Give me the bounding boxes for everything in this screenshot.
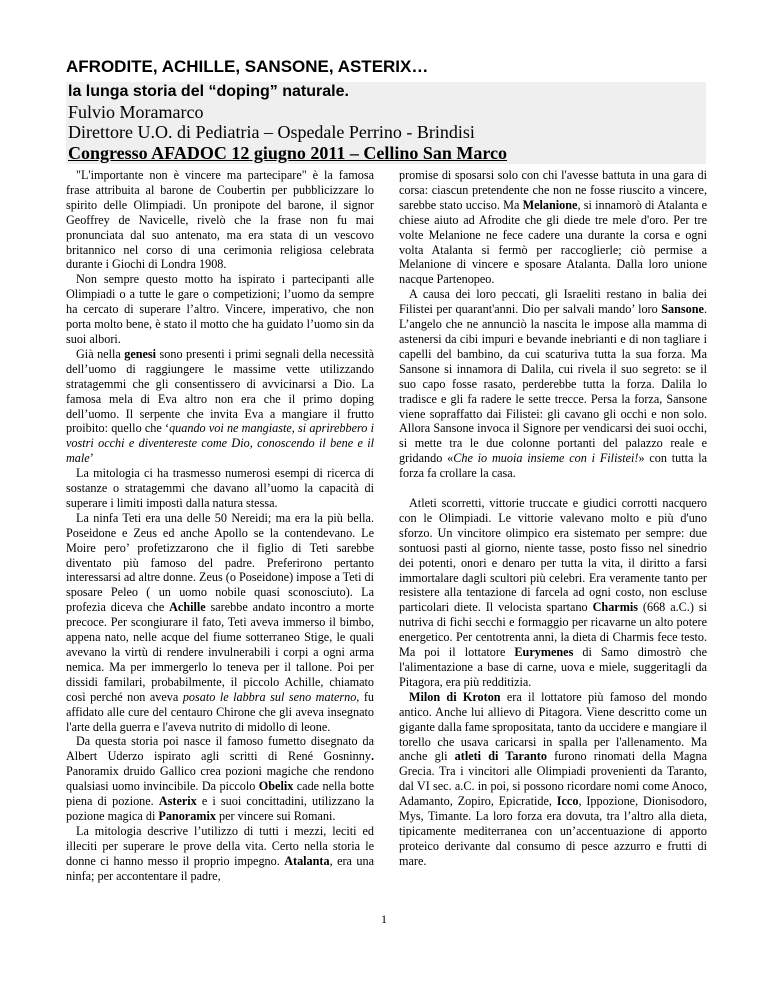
paragraph <box>399 168 707 287</box>
quote: posato le labbra sul seno materno, <box>182 689 360 704</box>
paragraph-text: La mitologia descrive l’utilizzo di tutti i mezzi, leciti ed illeciti per superare le prove della vita. Certo nella storia le donne ci hanno messo il proprio impegno. <box>66 823 374 868</box>
paragraph-text: sarebbe andato incontro a morte precoce. Per scongiurare il fato, Teti aveva immerso il bimbo, appena nato, nelle acque del fiume sotterraneo Stige, le quali avevano la virtù di rendere invulnerabili i corpi a ogni arma nemica. Ma per immergerlo lo teneva per il tallone. Poi per dissidi familari, probabilmente, il piccolo Achille, chiamato così perché non aveva <box>66 600 374 704</box>
keyword-taranto: atleti di Taranto <box>454 749 547 764</box>
paragraph-text: promise di sposarsi solo con chi l'avesse battuta in una gara di corsa: ciascun pretendente che non ne fosse riuscito a vincere, sarebbe stato ucciso. Ma <box>399 168 707 212</box>
paragraph-text: di Samo dimostrò che l'alimentazione a base di carne, uova e miele, suggeritagli da Pitagora, era più redditizia. <box>399 645 707 689</box>
paragraph <box>66 511 374 735</box>
bold-period: . <box>370 749 374 764</box>
keyword-genesi: genesi <box>124 346 157 361</box>
header-block <box>66 82 706 164</box>
paragraph-text: furono rinomati della Magna Grecia. Tra i vincitori alle Olimpiadi provenienti da Taranto, dal VI sec. a.C. in poi, si possono ricordare nomi come Anoco, Adamanto, Zopiro, Epicratide, <box>399 749 707 809</box>
quote: quando voi ne mangiaste, si aprirebbero i vostri occhi e diventereste come Dio, conoscendo il bene e il male <box>66 421 374 466</box>
paragraph-text: per vincere sui Romani. <box>215 808 336 823</box>
paragraph-text: A causa dei loro peccati, gli Israeliti restano in balia dei Filistei per quarant'anni. Dio per salvali mando’ loro <box>399 287 707 317</box>
paragraph-text: . L’angelo che ne annunciò la nascita le impose alla mamma di astenersi da cibi impuri e bevande inebrianti e di non tagliare i capelli del bambino, da cui scaturiva tutta la sua forza. Ma Sansone si innamora di Dalila, cui rivela il suo segreto: se il suo capo fosse rasato, perderebbe tutta la forza. Dalila lo tradisce e gli fa radere le sette trecce. Persa la forza, Sansone viene sopraffatto dai Filistei: gli cavano gli occhi e non solo. Allora Sansone invoca il Signore per vendicarsi dei suoi occhi, si mette tra le due colonne portanti del palazzo reale e gridando « <box>399 302 707 466</box>
keyword-sansone: Sansone <box>661 302 704 317</box>
paragraph-text: ’ <box>89 451 94 466</box>
paragraph-text: Panoramix druido Gallico crea pozioni magiche che rendono qualsiasi uomo invincibile. Da piccolo <box>66 764 374 794</box>
paragraph <box>66 466 374 511</box>
paragraph-text: cade nella botte piena di pozione. <box>66 779 374 809</box>
paragraph <box>399 287 707 481</box>
paragraph <box>66 824 374 884</box>
paragraph-text: Già nella <box>76 346 125 361</box>
keyword-icco: Icco <box>556 794 579 809</box>
page-number: 1 <box>381 912 387 926</box>
paragraph-text: (668 a.C.) si nutriva di fichi secchi e formaggio per ricavarne un alto potere energetico. Per centotrenta anni, la dieta di Charmis fece testo. Ma poi il lottatore <box>399 600 707 660</box>
keyword-milon: Milon di Kroton <box>409 689 501 704</box>
paragraph-text: era il lottatore più famoso del mondo antico. Anche lui allievo di Pitagora. Viene descritto come un gigante dalla fame spropositata, tanto da uccidere e mangiare il torello che usava caricarsi in spalla per l'allenamento. Ma anche gli <box>399 689 707 764</box>
paragraph-text: » con tutta la forza fa crollare la casa. <box>399 451 707 481</box>
paragraph-text: "L'importante non è vincere ma partecipare" è la famosa frase attribuita al barone de Coubertin per pubblicizzare lo spirito delle Olimpiadi. Un pronipote del barone, il signor Geoffrey de Navicelle, rivelò che la frase non fu mai pronunciata dal suo antenato, ma era stata di un vescovo britannico nel corso di una cerimonia religiosa celebrata durante i Giochi di Londra 1908. <box>66 168 374 272</box>
paragraph-text: La ninfa Teti era una delle 50 Nereidi; ma era la più bella. Poseidone e Zeus ed anche Apollo se la contendevano. Le Moire pero’ profetizzarono che il figlio di Teti sarebbe diventato più famoso del padre. Preferirono pertanto interessarsi ad altre donne. Zeus (o Poseidone) impose a Teti di sposare Peleo ( un uomo nobile quasi sconosciuto). La profezia diceva che <box>66 510 374 615</box>
document-header <box>66 56 706 164</box>
keyword-eurymenes: Eurymenes <box>514 645 574 660</box>
paragraph <box>66 272 374 347</box>
keyword-panoramix: Panoramix <box>158 808 216 823</box>
keyword-atalanta: Atalanta <box>284 853 330 868</box>
paragraph <box>399 496 707 690</box>
paragraph-text: e i suoi concittadini, utilizzano la pozione magica di <box>66 794 375 823</box>
paragraph <box>66 734 374 823</box>
document-title: AFRODITE, ACHILLE, SANSONE, ASTERIX… <box>66 57 429 76</box>
keyword-obelix: Obelix <box>258 779 294 794</box>
document-subtitle: la lunga storia del “doping” naturale. <box>68 83 349 100</box>
right-column <box>399 168 707 869</box>
left-column <box>66 168 374 884</box>
paragraph-text: , era una ninfa; per accontentare il padre, <box>66 853 374 883</box>
paragraph-text: sono presenti i primi segnali della necessità dell’uomo di raggiungere le massime vette utilizzando stratagemmi che gli consentissero di avvicinarsi a Dio. La famosa mela di Eva altro non era che il primo doping dell’uomo. Il serpente che invita Eva a mangiare il frutto proibito: quello che ‘ <box>66 346 374 436</box>
paragraph-text: Atleti scorretti, vittorie truccate e giudici corrotti nacquero con le Olimpiadi. Le vittorie valevano molto e più d'uno sforzo. Un vincitore olimpico era sistemato per sempre: due sontuosi pasti al giorno, niente tasse, posto fisso nel sinedrio dei potenti, onori e denaro per tutta la vita, il diritto a farsi immortalare dagli scultori più celebri. Era veramente tanto per resistere alla tentazione di farcela ad ogni costo, non escluse particolari diete. Il velocista spartano <box>399 496 707 615</box>
paragraph-text: , si innamorò di Atalanta e chiese aiuto ad Afrodite che gli diede tre mele d'oro. Per tre volte Melanione ne fece cadere una durante la corsa e ogni volta Atalanta si fermò per raccoglierle; ciò permise a Melanione di vincere e sposare Atalanta. Dalla loro unione nacque Partenopeo. <box>399 197 707 287</box>
event-name: Congresso AFADOC 12 giugno 2011 – Cellino San Marco <box>68 143 508 163</box>
quote: Che io muoia insieme con i Filistei! <box>453 451 639 466</box>
keyword-achille: Achille <box>169 600 206 615</box>
paragraph <box>66 347 374 466</box>
paragraph-text: Non sempre questo motto ha ispirato i partecipanti alle Olimpiadi o a tutte le gare o competizioni; l’uomo da sempre ha cercato di superare l’altro. Vincere, imperativo, che non porta molto bene, è stato il motto che ha guidato l’uomo sin da suoi albori. <box>66 272 374 346</box>
keyword-asterix: Asterix <box>158 794 197 809</box>
author-name: Fulvio Moramarco <box>68 102 204 122</box>
paragraph-text: Da questa storia poi nasce il famoso fumetto disegnato da Albert Uderzo ispirato agli scritti di René Gosninny <box>66 734 374 764</box>
paragraph <box>399 690 707 869</box>
keyword-melanione: Melanione <box>522 197 578 212</box>
keyword-charmis: Charmis <box>592 600 638 615</box>
paragraph <box>66 168 374 272</box>
paragraph-text: fu affidato alle cure del centauro Chirone che gli aveva insegnato l'arte della guerra e l'aveva nutrito di midollo di leone. <box>66 689 374 734</box>
paragraph-text: , Ippozione, Dionisodoro, Mys, Timante. La loro forza era dovuta, tra l’altro alla dieta, tipicamente mediterranea con un’accentuazione di apporto proteico derivante dal consumo di pesce azzurro e frutti di mare. <box>399 794 707 868</box>
author-role: Direttore U.O. di Pediatria – Ospedale Perrino - Brindisi <box>68 122 475 142</box>
paragraph-text: La mitologia ci ha trasmesso numerosi esempi di ricerca di sostanze o stratagemmi che davano all’uomo la capacità di superare i limiti imposti dalla natura stessa. <box>66 466 374 510</box>
